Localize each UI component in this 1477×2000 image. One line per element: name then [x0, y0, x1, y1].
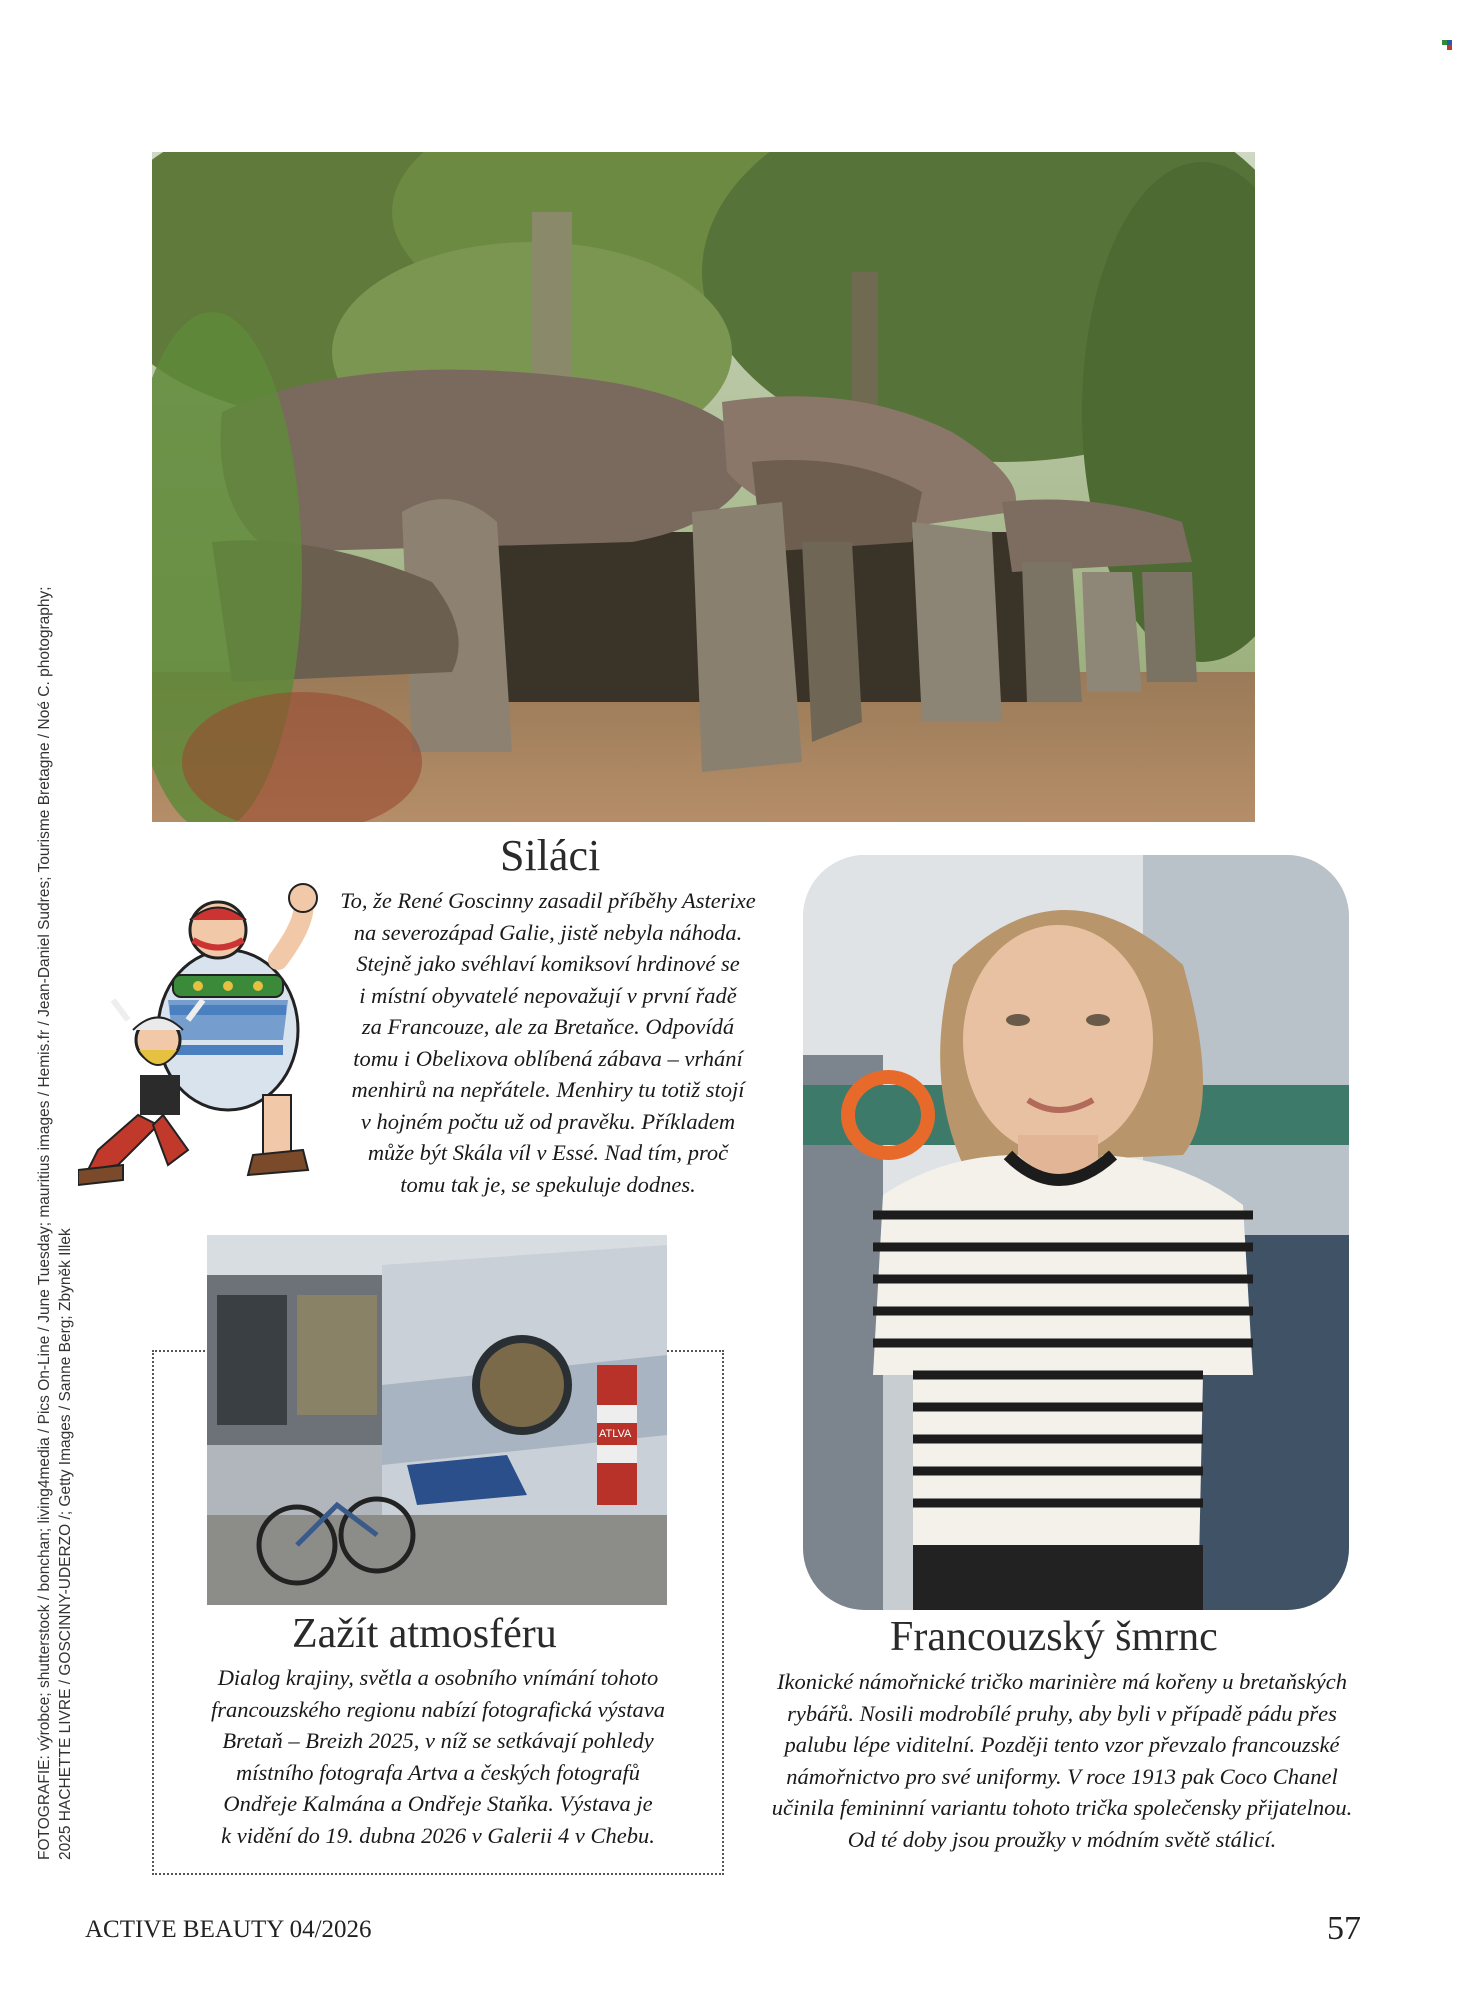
exhibition-line: místního fotografa Artva a českých fotografů: [236, 1759, 640, 1785]
silaci-line: za Francouze, ale za Bretaňce. Odpovídá: [361, 1014, 735, 1039]
logo-icon: [1440, 38, 1454, 52]
french-chic-paragraph: [732, 1666, 1392, 1855]
silaci-line: tomu i Obelixova oblíbená zábava – vrhání: [353, 1045, 743, 1071]
exhibition-line: Dialog krajiny, světla a osobního vnímání tohoto: [217, 1665, 659, 1690]
silaci-line: To, že René Goscinny zasadil příběhy Asterixe: [340, 888, 756, 913]
credits-line-2: 2025 HACHETTE LIVRE / GOSCINNY-UDERZO /; Getty Images / Sanne Berg; Zbyněk Illek: [57, 1228, 74, 1860]
silaci-line: může být Skála víl v Essé. Nad tím, proč: [367, 1140, 729, 1165]
french-chic-line: námořnictvo pro své uniformy. V roce 1913 pak Coco Chanel: [786, 1763, 1338, 1789]
exhibition-line: Bretaň – Breizh 2025, v níž se setkávají pohledy: [222, 1728, 654, 1753]
silaci-line: v hojném počtu už od pravěku. Příkladem: [360, 1108, 736, 1134]
silaci-line: i místní obyvatelé nepovažují v první řadě: [359, 982, 737, 1008]
mural-street-photo: [207, 1235, 667, 1605]
silaci-line: na severozápad Galie, jistě nebyla náhoda.: [353, 919, 743, 945]
silaci-heading: Siláci: [500, 831, 601, 880]
credits-line-1: FOTOGRAFIE: výrobce; shutterstock / bonchan; living4media / Pics On-Line / June Tuesday; mauritius images / Hemis.fr / Jean-Daniel Sudres; Tourisme Bretagne / Noé C. photography;: [36, 586, 53, 1860]
page-number: 57: [1327, 1910, 1361, 1947]
dolmen-photo: [152, 152, 1255, 822]
french-chic-heading: Francouzský šmrnc: [890, 1614, 1218, 1660]
magazine-issue: ACTIVE BEAUTY 04/2026: [85, 1916, 372, 1943]
photo-credits: [34, 400, 76, 1860]
silaci-line: tomu tak je, se spekuluje dodnes.: [400, 1171, 696, 1197]
exhibition-heading: Zažít atmosféru: [292, 1611, 557, 1657]
woman-striped-shirt-photo: [803, 855, 1349, 1610]
mural-sign: ATLVA: [599, 1428, 632, 1440]
silaci-paragraph: [318, 885, 778, 1200]
french-chic-line: učinila femininní variantu tohoto trička společensky přijatelnou.: [771, 1795, 1353, 1820]
french-chic-line: palubu lépe viditelní. Později tento vzor převzalo francouzské: [784, 1732, 1340, 1757]
exhibition-line: Ondřeje Kalmána a Ondřeje Staňka. Výstava je: [223, 1791, 653, 1816]
french-chic-line: Ikonické námořnické tričko marinière má kořeny u bretaňských: [776, 1669, 1347, 1694]
silaci-line: Stejně jako svéhlaví komiksoví hrdinové se: [356, 951, 740, 976]
french-chic-line: Od té doby jsou proužky v módním světě stálicí.: [847, 1826, 1277, 1852]
exhibition-line: francouzského regionu nabízí fotografická výstava: [210, 1696, 666, 1722]
silaci-line: menhirů na nepřátele. Menhiry tu totiž stojí: [351, 1077, 745, 1102]
french-chic-line: rybářů. Nosili modrobílé pruhy, aby byli v případě pádu přes: [787, 1700, 1337, 1726]
asterix-obelix-illustration: [78, 880, 338, 1200]
exhibition-line: k vidění do 19. dubna 2026 v Galerii 4 v Chebu.: [221, 1822, 655, 1848]
exhibition-paragraph: [168, 1662, 708, 1851]
